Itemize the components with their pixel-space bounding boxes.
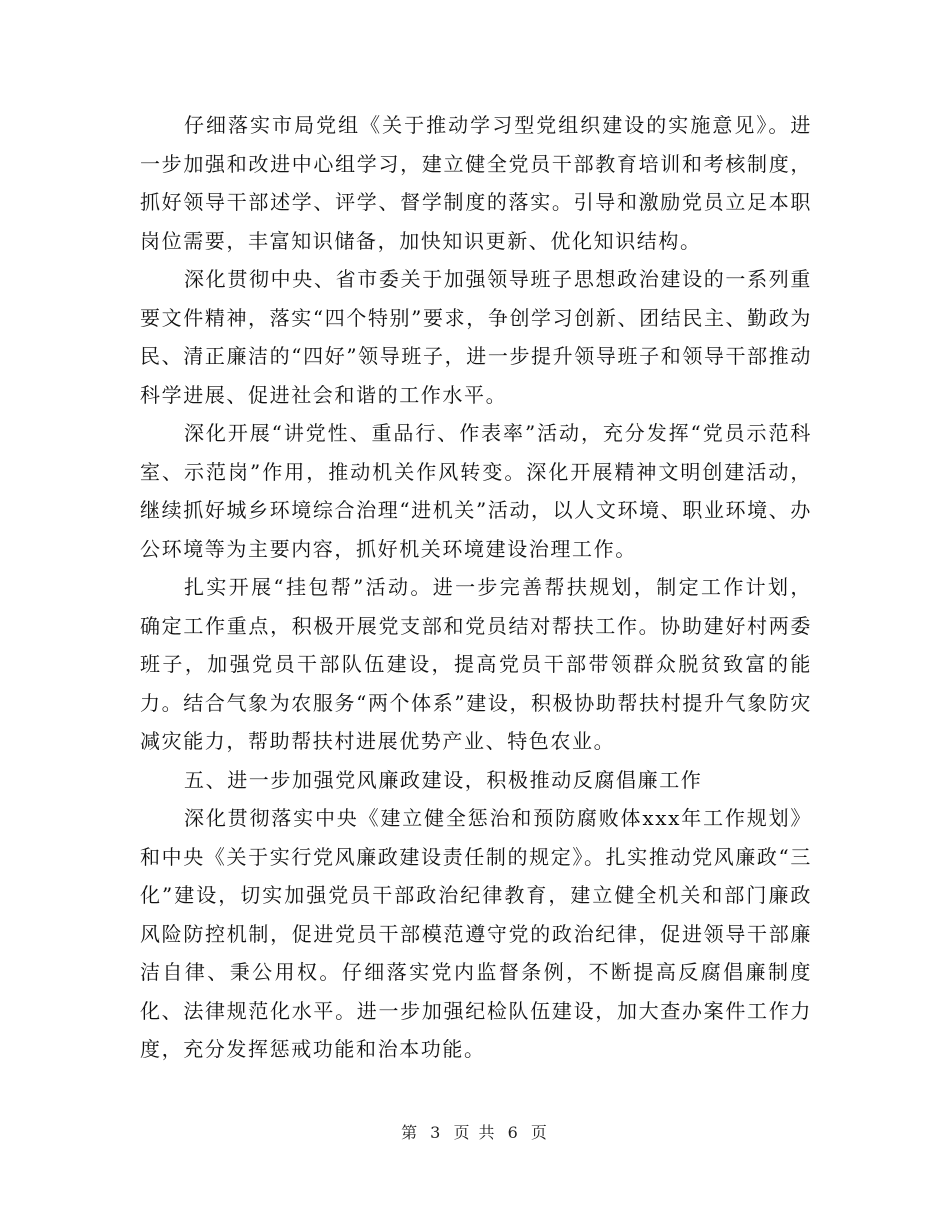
page-footer <box>0 1120 950 1143</box>
paragraph-assistance-work: 扎实开展“挂包帮”活动。进一步完善帮扶规划，制定工作计划，确定工作重点，积极开展党支部和党员结对帮扶工作。协助建好村两委班子，加强党员干部队伍建设，提高党员干部带领群众脱贫致富的能力。结合气象为农服务“两个体系”建设，积极协助帮扶村提升气象防灾减灾能力，帮助帮扶村进展优势产业、特色农业。 <box>140 575 812 753</box>
paragraph-anti-corruption: 深化贯彻落实中央《建立健全惩治和预防腐败体xxx年工作规划》和中央《关于实行党风廉政建设责任制的规定》。扎实推动党风廉政“三化”建设，切实加强党员干部政治纪律教育，建立健全机关和部门廉政风险防控机制，促进党员干部模范遵守党的政治纪律，促进领导干部廉洁自律、秉公用权。仔细落实党内监督条例，不断提高反腐倡廉制度化、法律规范化水平。进一步加强纪检队伍建设，加大查办案件工作力度，充分发挥惩戒功能和治本功能。 <box>140 806 812 1061</box>
footer-page-number: 3 <box>430 1123 443 1142</box>
footer-suffix: 页 <box>530 1123 549 1142</box>
footer-prefix: 第 <box>401 1123 420 1142</box>
footer-total-pages: 6 <box>507 1123 520 1142</box>
paragraph-leadership-building: 深化贯彻中央、省市委关于加强领导班子思想政治建设的一系列重要文件精神，落实“四个特别”要求，争创学习创新、团结民主、勤政为民、清正廉洁的“四好”领导班子，进一步提升领导班子和领导干部推动科学进展、促进社会和谐的工作水平。 <box>140 267 812 407</box>
document-body <box>140 106 812 1069</box>
section-heading: 五、进一步加强党风廉政建设，积极推动反腐倡廉工作 <box>184 767 703 792</box>
paragraph-study-organization: 仔细落实市局党组《关于推动学习型党组织建设的实施意见》。进一步加强和改进中心组学习，建立健全党员干部教育培训和考核制度，抓好领导干部述学、评学、督学制度的落实。引导和激励党员立足本职岗位需要，丰富知识储备，加快知识更新、优化知识结构。 <box>140 113 812 253</box>
footer-middle: 页 共 <box>453 1123 497 1142</box>
paragraph-conduct-activities: 深化开展“讲党性、重品行、作表率”活动，充分发挥“党员示范科室、示范岗”作用，推动机关作风转变。深化开展精神文明创建活动，继续抓好城乡环境综合治理“进机关”活动，以人文环境、职业环境、办公环境等为主要内容，抓好机关环境建设治理工作。 <box>140 421 812 561</box>
